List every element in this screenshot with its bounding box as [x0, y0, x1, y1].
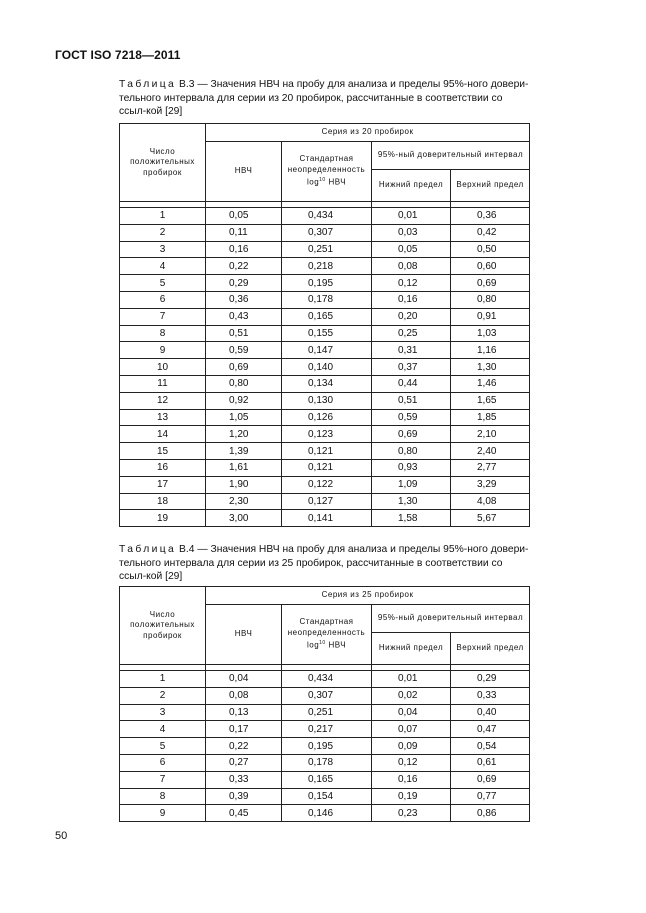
table-b4-col-positive: Число положительных пробирок [120, 587, 206, 665]
table-cell: 0,08 [206, 687, 282, 704]
table-cell: 2,40 [451, 443, 530, 460]
table-cell: 0,03 [372, 224, 451, 241]
table-cell: 0,121 [282, 459, 372, 476]
table-cell: 0,251 [282, 241, 372, 258]
table-cell: 0,141 [282, 510, 372, 527]
table-cell: 8 [120, 788, 206, 805]
table-cell: 2 [120, 224, 206, 241]
table-row [120, 342, 530, 359]
table-cell: 1,61 [206, 459, 282, 476]
table-cell: 2,10 [451, 426, 530, 443]
table-row [120, 671, 530, 688]
table-cell: 0,165 [282, 771, 372, 788]
table-b3-body [120, 208, 530, 527]
table-cell: 0,27 [206, 754, 282, 771]
table-cell: 0,86 [451, 805, 530, 822]
table-cell: 3 [120, 704, 206, 721]
table-cell: 1,03 [451, 325, 530, 342]
table-cell: 0,04 [372, 704, 451, 721]
table-cell: 3,29 [451, 476, 530, 493]
table-b4-col-std-a: Стандартная неопределенность [287, 617, 366, 637]
table-row [120, 510, 530, 527]
table-cell: 3 [120, 241, 206, 258]
table-cell: 0,11 [206, 224, 282, 241]
table-cell: 5,67 [451, 510, 530, 527]
table-cell: 0,04 [206, 671, 282, 688]
table-row [120, 258, 530, 275]
table-cell: 0,218 [282, 258, 372, 275]
table-cell: 0,51 [206, 325, 282, 342]
table-cell: 0,17 [206, 721, 282, 738]
table-cell: 0,01 [372, 208, 451, 225]
table-cell: 0,01 [372, 671, 451, 688]
table-row [120, 426, 530, 443]
table-b3-col-lower: Нижний предел [372, 170, 451, 202]
table-cell: 0,59 [206, 342, 282, 359]
table-cell: 1,85 [451, 409, 530, 426]
table-cell: 1,09 [372, 476, 451, 493]
table-cell: 4 [120, 258, 206, 275]
table-cell: 0,37 [372, 359, 451, 376]
table-cell: 0,13 [206, 704, 282, 721]
table-cell: 0,22 [206, 258, 282, 275]
table-cell: 0,16 [372, 771, 451, 788]
table-cell: 7 [120, 771, 206, 788]
table-cell: 0,47 [451, 721, 530, 738]
document-header: ГОСТ ISO 7218—2011 [55, 48, 181, 62]
table-cell: 8 [120, 325, 206, 342]
table-b3-col-std-c: НВЧ [325, 178, 347, 188]
table-cell: 10 [120, 359, 206, 376]
table-cell: 0,121 [282, 443, 372, 460]
table-row [120, 704, 530, 721]
table-cell: 0,130 [282, 392, 372, 409]
table-row [120, 208, 530, 225]
table-cell: 1,30 [451, 359, 530, 376]
table-cell: 11 [120, 375, 206, 392]
table-cell: 0,43 [206, 308, 282, 325]
table-cell: 0,42 [451, 224, 530, 241]
table-row [120, 459, 530, 476]
table-cell: 1,20 [206, 426, 282, 443]
table-cell: 0,29 [451, 671, 530, 688]
table-b3-col-std [282, 142, 372, 202]
table-cell: 0,31 [372, 342, 451, 359]
table-cell: 9 [120, 342, 206, 359]
table-row [120, 392, 530, 409]
table-row [120, 721, 530, 738]
table-cell: 0,195 [282, 275, 372, 292]
table-cell: 5 [120, 275, 206, 292]
table-cell: 9 [120, 805, 206, 822]
table-cell: 15 [120, 443, 206, 460]
table-cell: 0,25 [372, 325, 451, 342]
table-cell: 0,146 [282, 805, 372, 822]
table-cell: 0,51 [372, 392, 451, 409]
table-cell: 0,07 [372, 721, 451, 738]
table-b3-col-mpn: НВЧ [206, 142, 282, 202]
table-cell: 0,33 [451, 687, 530, 704]
table-b4-col-upper: Верхний предел [451, 633, 530, 665]
table-cell: 1,90 [206, 476, 282, 493]
table-cell: 0,195 [282, 738, 372, 755]
table-cell: 0,77 [451, 788, 530, 805]
table-cell: 0,40 [451, 704, 530, 721]
table-row [120, 738, 530, 755]
table-b4-col-mpn: НВЧ [206, 605, 282, 665]
table-b4 [119, 586, 530, 822]
table-b4-col-ci: 95%-ный доверительный интервал [372, 605, 530, 633]
table-cell: 0,44 [372, 375, 451, 392]
table-b3-caption-label: Таблица [119, 79, 177, 90]
table-row [120, 754, 530, 771]
table-cell: 0,123 [282, 426, 372, 443]
table-cell: 12 [120, 392, 206, 409]
table-row [120, 771, 530, 788]
table-row [120, 805, 530, 822]
table-b3-caption [119, 78, 531, 119]
table-cell: 0,61 [451, 754, 530, 771]
table-cell: 0,20 [372, 308, 451, 325]
table-cell: 0,02 [372, 687, 451, 704]
table-cell: 0,178 [282, 754, 372, 771]
table-b3-caption-text: В.3 — Значения НВЧ на пробу для анализа и пределы 95%-ного довери-тельного интервала для серии из 20 пробирок, рассчитанные в соответствии со ссыл-кой [29] [119, 79, 529, 117]
table-cell: 0,147 [282, 342, 372, 359]
table-cell: 2 [120, 687, 206, 704]
table-b3-col-upper: Верхний предел [451, 170, 530, 202]
table-cell: 0,29 [206, 275, 282, 292]
table-cell: 1,16 [451, 342, 530, 359]
table-cell: 18 [120, 493, 206, 510]
table-row [120, 443, 530, 460]
table-cell: 0,36 [206, 291, 282, 308]
table-cell: 0,54 [451, 738, 530, 755]
table-cell: 0,69 [451, 771, 530, 788]
table-cell: 13 [120, 409, 206, 426]
table-row [120, 476, 530, 493]
table-cell: 4 [120, 721, 206, 738]
table-row [120, 375, 530, 392]
table-row [120, 359, 530, 376]
table-row [120, 291, 530, 308]
table-cell: 5 [120, 738, 206, 755]
table-cell: 1,58 [372, 510, 451, 527]
table-cell: 6 [120, 291, 206, 308]
table-row [120, 493, 530, 510]
table-cell: 19 [120, 510, 206, 527]
table-cell: 1 [120, 208, 206, 225]
table-cell: 1,30 [372, 493, 451, 510]
table-cell: 4,08 [451, 493, 530, 510]
table-b4-caption-label: Таблица [119, 544, 177, 555]
table-row [120, 687, 530, 704]
table-cell: 0,08 [372, 258, 451, 275]
table-cell: 0,36 [451, 208, 530, 225]
table-row [120, 224, 530, 241]
table-cell: 14 [120, 426, 206, 443]
table-cell: 0,134 [282, 375, 372, 392]
table-cell: 0,93 [372, 459, 451, 476]
table-cell: 0,154 [282, 788, 372, 805]
table-b3 [119, 123, 530, 527]
table-b4-col-lower: Нижний предел [372, 633, 451, 665]
table-cell: 0,80 [206, 375, 282, 392]
table-cell: 1,39 [206, 443, 282, 460]
table-cell: 0,122 [282, 476, 372, 493]
table-cell: 0,45 [206, 805, 282, 822]
table-cell: 17 [120, 476, 206, 493]
table-cell: 0,251 [282, 704, 372, 721]
table-cell: 0,09 [372, 738, 451, 755]
table-b3-col-ci: 95%-ный доверительный интервал [372, 142, 530, 170]
table-cell: 0,12 [372, 754, 451, 771]
table-cell: 0,434 [282, 208, 372, 225]
table-cell: 0,165 [282, 308, 372, 325]
table-cell: 1,05 [206, 409, 282, 426]
table-cell: 0,60 [451, 258, 530, 275]
table-row [120, 275, 530, 292]
table-cell: 1,65 [451, 392, 530, 409]
table-cell: 0,19 [372, 788, 451, 805]
table-cell: 0,80 [372, 443, 451, 460]
table-cell: 0,307 [282, 224, 372, 241]
table-cell: 0,16 [206, 241, 282, 258]
table-cell: 16 [120, 459, 206, 476]
table-cell: 0,127 [282, 493, 372, 510]
table-b3-series-header: Серия из 20 пробирок [206, 124, 530, 142]
table-cell: 0,69 [451, 275, 530, 292]
table-b4-caption [119, 543, 531, 584]
table-cell: 2,77 [451, 459, 530, 476]
table-row [120, 325, 530, 342]
table-cell: 1 [120, 671, 206, 688]
table-cell: 0,22 [206, 738, 282, 755]
table-b4-body [120, 671, 530, 822]
table-cell: 0,59 [372, 409, 451, 426]
table-cell: 0,39 [206, 788, 282, 805]
table-cell: 0,126 [282, 409, 372, 426]
table-b3-col-std-b: log [306, 178, 320, 188]
table-cell: 2,30 [206, 493, 282, 510]
table-cell: 6 [120, 754, 206, 771]
table-row [120, 241, 530, 258]
table-cell: 0,155 [282, 325, 372, 342]
table-cell: 0,91 [451, 308, 530, 325]
table-b3-col-std-a: Стандартная неопределенность [287, 154, 366, 174]
table-b3-col-positive: Число положительных пробирок [120, 124, 206, 202]
table-b4-col-std-sup: 10 [319, 640, 326, 647]
table-cell: 0,69 [372, 426, 451, 443]
table-cell: 7 [120, 308, 206, 325]
table-cell: 0,50 [451, 241, 530, 258]
table-b3-col-std-sup: 10 [319, 177, 326, 184]
table-b4-series-header: Серия из 25 пробирок [206, 587, 530, 605]
table-cell: 0,92 [206, 392, 282, 409]
table-b4-caption-text: В.4 — Значения НВЧ на пробу для анализа и пределы 95%-ного довери-тельного интервала для серии из 25 пробирок, рассчитанные в соответствии со ссыл-кой [29] [119, 544, 529, 582]
table-cell: 0,12 [372, 275, 451, 292]
table-cell: 0,23 [372, 805, 451, 822]
table-cell: 0,05 [372, 241, 451, 258]
table-cell: 1,46 [451, 375, 530, 392]
table-cell: 0,178 [282, 291, 372, 308]
table-cell: 0,05 [206, 208, 282, 225]
table-b4-col-std-c: НВЧ [325, 641, 347, 651]
table-row [120, 409, 530, 426]
table-cell: 0,16 [372, 291, 451, 308]
table-cell: 0,434 [282, 671, 372, 688]
table-row [120, 788, 530, 805]
table-cell: 0,307 [282, 687, 372, 704]
table-row [120, 308, 530, 325]
table-cell: 0,217 [282, 721, 372, 738]
table-b4-col-std [282, 605, 372, 665]
page-number: 50 [55, 830, 68, 842]
table-b4-col-std-b: log [306, 641, 320, 651]
table-cell: 0,80 [451, 291, 530, 308]
table-cell: 0,140 [282, 359, 372, 376]
table-cell: 0,33 [206, 771, 282, 788]
table-cell: 3,00 [206, 510, 282, 527]
table-cell: 0,69 [206, 359, 282, 376]
